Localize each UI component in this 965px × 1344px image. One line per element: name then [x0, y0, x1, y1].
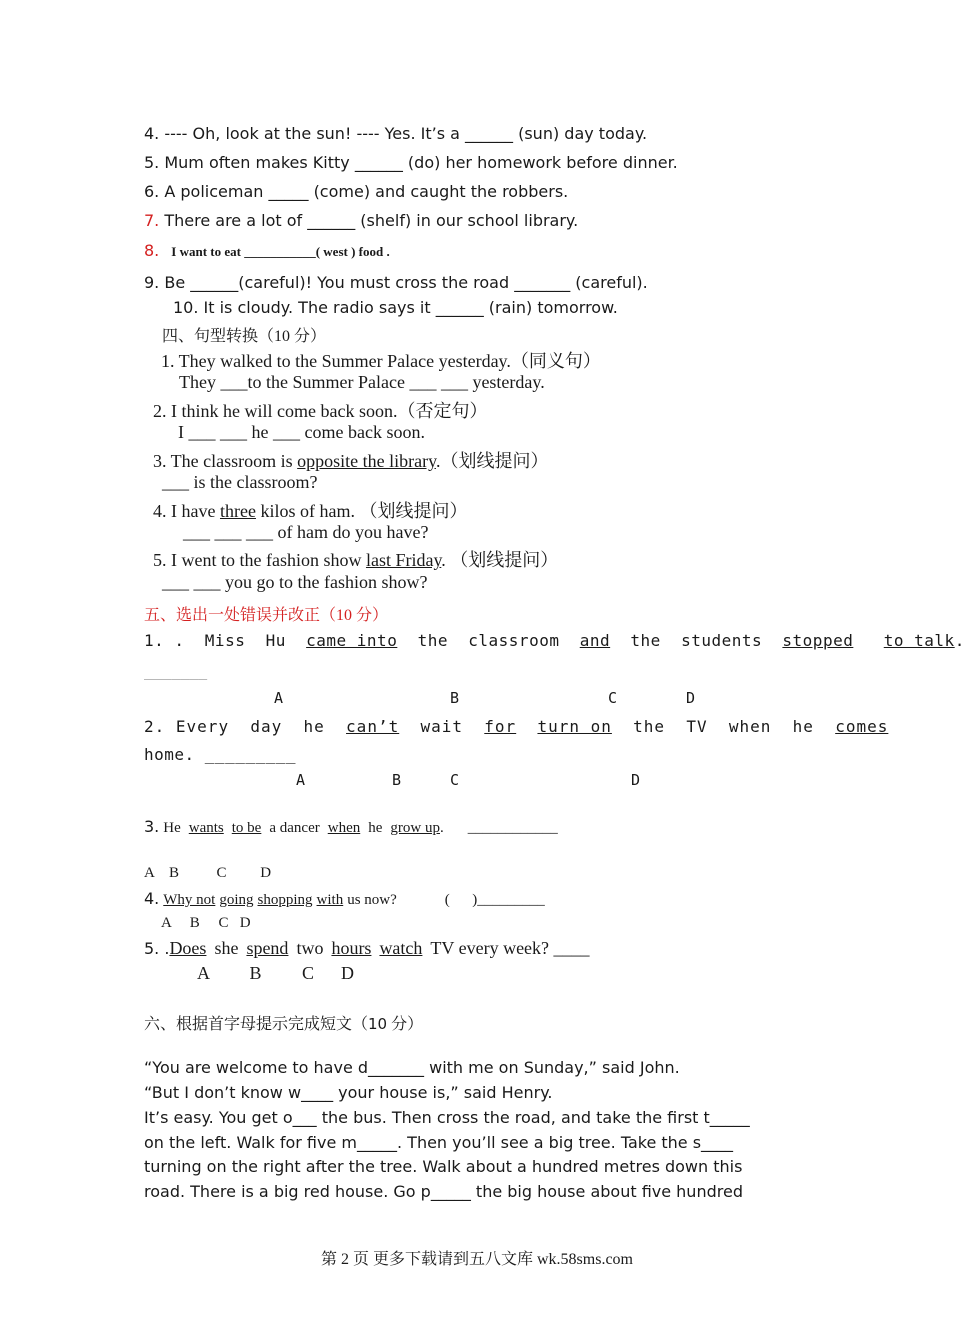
transform-q4 [153, 497, 467, 523]
option-c: hours [331, 938, 372, 958]
word: Miss [204, 631, 246, 650]
word: the [630, 631, 661, 650]
text: kilos of ham. （划线提问） [255, 501, 468, 521]
exercise-line-q9: 9. Be ______(careful)! You must cross the road _______ (careful). [144, 273, 648, 292]
passage-line-2: “But I don’t know w____ your house is,” said Henry. [144, 1083, 553, 1102]
transform-q1-answer: They ___to the Summer Palace ___ ___ yesterday. [179, 372, 545, 392]
text: .（划线提问） [435, 451, 549, 471]
underlined-text: opposite the library [297, 451, 436, 471]
word: us now? [347, 892, 397, 908]
error-q4-letters: A B C D [161, 915, 251, 931]
section-heading-5: 五、选出一处错误并改正（10 分） [144, 607, 389, 624]
option-letter-c: C [450, 771, 460, 789]
passage-line-5: turning on the right after the tree. Walk about a hundred metres down this [144, 1157, 743, 1176]
option-c: turn on [537, 717, 612, 736]
word: day [250, 717, 283, 736]
option-b: and [579, 631, 611, 650]
word: he [303, 717, 325, 736]
answer-blank: ( )_________ [444, 892, 545, 908]
transform-q3 [153, 447, 548, 473]
question-number: 7. [144, 211, 160, 230]
word: wait [420, 717, 464, 736]
page-footer: 第 2 页 更多下载请到五八文库 wk.58sms.com [321, 1251, 634, 1268]
option-letter-b: B [450, 689, 460, 707]
answer-blank: _______ [144, 662, 208, 680]
option-c: when [327, 820, 361, 836]
exercise-line-q8 [144, 241, 390, 261]
error-q2-continuation: home. _________ [144, 745, 296, 764]
error-q3 [144, 817, 558, 837]
option-b: for [484, 717, 517, 736]
text: 3. The classroom is [153, 451, 298, 471]
word: she [214, 938, 239, 958]
word: Hu [265, 631, 286, 650]
word: the [417, 631, 448, 650]
word: a dancer [269, 820, 320, 836]
word: . [954, 631, 965, 650]
question-number: 8. [144, 241, 160, 260]
option-b: going [219, 892, 254, 908]
section-heading-4: 四、句型转换（10 分） [162, 328, 327, 345]
question-number: 2. [144, 717, 166, 736]
exercise-line-q6: 6. A policeman _____ (come) and caught the robbers. [144, 182, 569, 201]
heading-text: 六、根据首字母提示完成短文（ [144, 1016, 369, 1033]
option-c: shopping [257, 892, 313, 908]
transform-q5 [153, 546, 558, 572]
text: 5. I went to the fashion show [153, 550, 366, 570]
option-a: Does [169, 938, 207, 958]
error-q4 [144, 889, 545, 909]
error-q5 [144, 938, 590, 959]
word: Every [175, 717, 230, 736]
passage-line-1: “You are welcome to have d_______ with me on Sunday,” said John. [144, 1058, 680, 1077]
exercise-line-q5: 5. Mum often makes Kitty ______ (do) her homework before dinner. [144, 153, 678, 172]
option-a: wants [188, 820, 224, 836]
word: he [368, 820, 383, 836]
option-letter-d: D [686, 689, 696, 707]
transform-q2-answer: I ___ ___ he ___ come back soon. [178, 422, 425, 442]
word: . [439, 820, 444, 836]
word: He [163, 820, 181, 836]
question-number: 1. . [144, 631, 185, 650]
option-d: with [316, 892, 344, 908]
transform-q1: 1. They walked to the Summer Palace yesterday.（同义句） [161, 351, 601, 371]
word: TV [686, 717, 708, 736]
option-b: spend [246, 938, 289, 958]
word: when [728, 717, 772, 736]
answer-blank: ____________ [467, 820, 558, 836]
question-text: There are a lot of ______ (shelf) in our school library. [159, 211, 579, 230]
option-d: watch [379, 938, 423, 958]
option-a: Why not [163, 892, 216, 908]
passage-line-6: road. There is a big red house. Go p_____ the big house about five hundred [144, 1182, 743, 1201]
exercise-line-q4: 4. ---- Oh, look at the sun! ---- Yes. It’s a ______ (sun) day today. [144, 124, 648, 143]
error-q2 [144, 717, 888, 736]
passage-line-4: on the left. Walk for five m_____. Then you’ll see a big tree. Take the s____ [144, 1133, 734, 1152]
question-number: 5. . [144, 939, 170, 958]
error-q3-letters: A B C D [144, 865, 272, 881]
heading-text: 分） [387, 1016, 424, 1033]
question-number: 4. [144, 889, 160, 908]
error-q5-letters: A B C D [197, 963, 355, 983]
question-text: I want to eat ___________( west ) food . [171, 244, 390, 259]
underlined-text: three [219, 501, 256, 521]
question-number: 3. [144, 817, 160, 836]
underlined-text: last Friday [365, 550, 442, 570]
word: two [296, 938, 324, 958]
word: classroom [468, 631, 560, 650]
word: students [681, 631, 763, 650]
heading-number: 10 [368, 1015, 388, 1033]
passage-line-3: It’s easy. You get o___ the bus. Then cross the road, and take the first t_____ [144, 1108, 750, 1127]
option-d: to talk [883, 631, 955, 650]
transform-q4-answer: ___ ___ ___ of ham do you have? [183, 522, 429, 542]
option-letter-b: B [392, 771, 402, 789]
option-d: comes [835, 717, 889, 736]
section-heading-6 [144, 1011, 423, 1034]
word: he [792, 717, 814, 736]
exercise-line-q7 [144, 211, 578, 230]
option-d: grow up [390, 820, 440, 836]
word: TV every week? ____ [430, 938, 590, 958]
option-letter-a: A [274, 689, 284, 707]
option-letter-d: D [631, 771, 641, 789]
word: the [633, 717, 666, 736]
transform-q5-answer: ___ ___ you go to the fashion show? [162, 572, 428, 592]
option-letter-c: C [608, 689, 618, 707]
text: 4. I have [153, 501, 220, 521]
exercise-line-q10: 10. It is cloudy. The radio says it ______ (rain) tomorrow. [173, 298, 618, 317]
option-a: can’t [346, 717, 400, 736]
option-a: came into [306, 631, 398, 650]
transform-q2: 2. I think he will come back soon.（否定句） [153, 401, 488, 421]
option-b: to be [231, 820, 262, 836]
error-q1 [144, 631, 965, 650]
option-c: stopped [782, 631, 854, 650]
text: . （划线提问） [441, 550, 559, 570]
transform-q3-answer: ___ is the classroom? [162, 472, 318, 492]
option-letter-a: A [296, 771, 306, 789]
